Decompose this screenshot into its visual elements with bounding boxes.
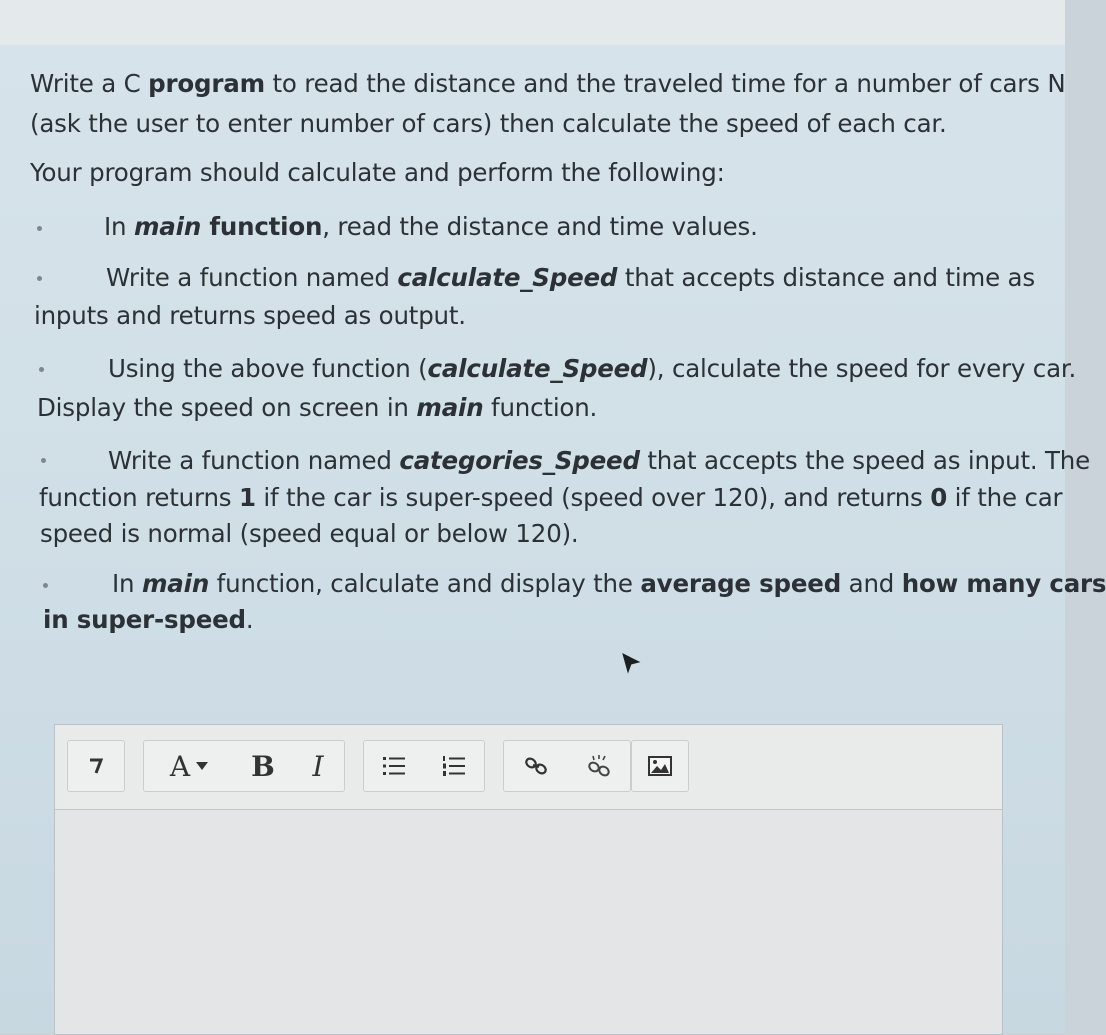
numbered-list-icon	[442, 755, 466, 777]
bullet-list-icon	[382, 755, 406, 777]
answer-text-area[interactable]	[55, 810, 1002, 1034]
requirement-item-5-cont: in super-speed.	[43, 605, 254, 634]
toolbar-group-format	[67, 740, 125, 792]
bullet-dot-icon	[37, 226, 42, 231]
bullet-dot-icon	[39, 367, 44, 372]
requirement-item-4: Write a function named categories_Speed that accepts the speed as input. The	[108, 446, 1091, 475]
toolbar-group-links	[503, 740, 631, 792]
chevron-down-icon	[196, 762, 208, 770]
answer-editor	[54, 724, 1003, 1035]
page-top-strip	[0, 0, 1065, 45]
editor-toolbar	[55, 725, 1002, 810]
unlink-button[interactable]	[567, 741, 630, 791]
numbered-list-button[interactable]	[424, 741, 484, 791]
bold-button[interactable]	[234, 741, 292, 791]
question-line-2: (ask the user to enter number of cars) then calculate the speed of each car.	[30, 109, 947, 138]
bold-icon: B	[251, 749, 275, 783]
unlink-icon	[587, 754, 611, 778]
bullet-dot-icon	[41, 458, 46, 463]
toolbar-group-lists	[363, 740, 485, 792]
italic-button[interactable]	[292, 741, 344, 791]
requirement-item-3-cont: Display the speed on screen in main function.	[37, 393, 598, 422]
bullet-dot-icon	[37, 276, 42, 281]
requirement-item-4-cont-2: speed is normal (speed equal or below 120).	[40, 519, 579, 548]
question-line-1: Write a C program to read the distance and the traveled time for a number of cars N	[30, 69, 1066, 98]
insert-link-button[interactable]	[504, 741, 567, 791]
link-icon	[524, 755, 548, 777]
font-size-button[interactable]	[144, 741, 234, 791]
italic-icon: I	[312, 749, 324, 783]
requirement-item-2: Write a function named calculate_Speed that accepts distance and time as	[106, 263, 1035, 292]
paragraph-format-icon	[88, 756, 104, 776]
bullet-dot-icon	[43, 583, 48, 588]
toolbar-group-media	[631, 740, 689, 792]
question-intro: Your program should calculate and perform the following:	[30, 158, 725, 187]
bullet-list-button[interactable]	[364, 741, 424, 791]
requirement-item-2-cont: inputs and returns speed as output.	[34, 301, 466, 330]
image-icon	[648, 756, 672, 776]
insert-image-button[interactable]	[632, 741, 688, 791]
font-size-label: A	[169, 749, 191, 783]
paragraph-format-button[interactable]	[68, 741, 124, 791]
mouse-cursor-icon	[621, 652, 641, 674]
toolbar-group-text	[143, 740, 345, 792]
requirement-item-4-cont-1: function returns 1 if the car is super-speed (speed over 120), and returns 0 if the car	[39, 483, 1063, 512]
requirement-item-3: Using the above function (calculate_Speed), calculate the speed for every car.	[108, 354, 1077, 383]
requirement-item-1: In main function, read the distance and time values.	[104, 212, 758, 241]
requirement-item-5: In main function, calculate and display the average speed and how many cars	[112, 569, 1106, 598]
